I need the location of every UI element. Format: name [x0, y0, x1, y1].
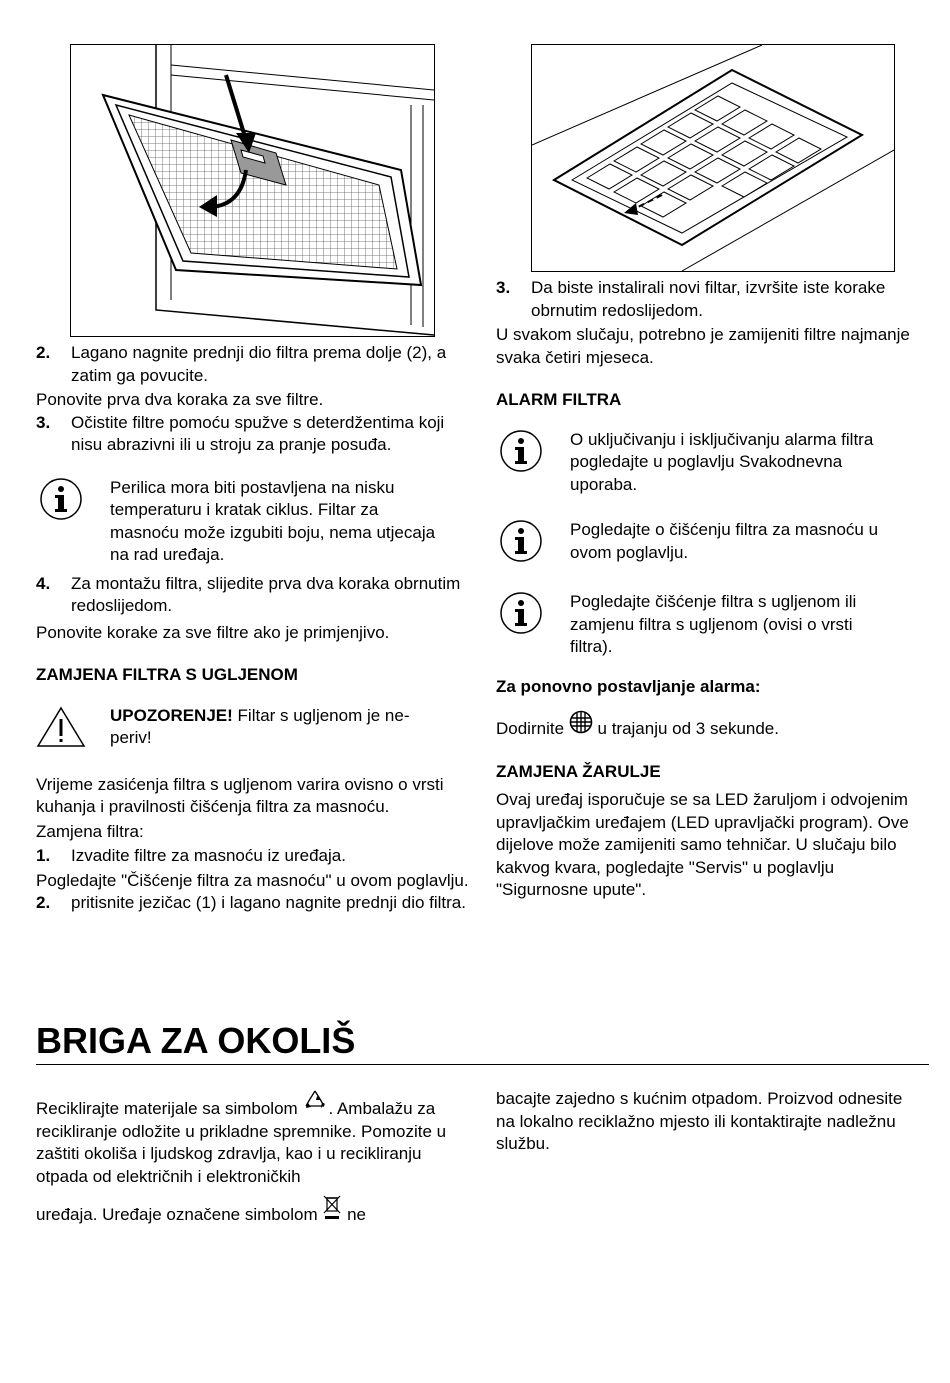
- filter-grid-icon: [569, 710, 593, 734]
- crossed-bin-icon: [322, 1194, 342, 1220]
- step-text: Očistite filtre pomoću spužve s deterdžentima koji nisu abrazivni ili u stroju za pranje posuđa.: [71, 412, 445, 454]
- info-note-text: Perilica mora biti postavljena na nisku temperaturu i kratak ciklus. Filtar za masnoću može izgubiti boju, nema utjecaja na rad uređaja.: [110, 477, 436, 564]
- step-number: 2.: [36, 893, 51, 912]
- title-divider: [36, 1064, 929, 1065]
- right-column: [496, 277, 916, 902]
- env-paragraph-3: bacajte zajedno s kućnim otpadom. Proizvod odnesite na lokalno reciklažno mjesto ili kontaktirajte nadležnu službu.: [496, 1089, 903, 1153]
- info-icon: [499, 591, 543, 635]
- recycle-icon: [302, 1088, 328, 1114]
- step-number: 3.: [36, 412, 51, 432]
- section-heading: ALARM FILTRA: [496, 390, 622, 409]
- bulb-text: Ovaj uređaj isporučuje se sa LED žaruljom i odvojenim upravljačkim uređajem (LED upravljački program). Ove dijelove može zamijeniti samo tehničar. U slučaju bilo kakvog kvara, pogledajte "Servis" u poglavlju "Sigurnosne upute".: [496, 790, 909, 899]
- left-column: [36, 342, 476, 915]
- see-cleaning-text: Pogledajte "Čišćenje filtra za masnoću" u ovom poglavlju.: [36, 870, 469, 890]
- info-note: [496, 591, 916, 659]
- step-text: Izvadite filtre za masnoću iz uređaja.: [71, 846, 346, 865]
- info-note: [496, 429, 916, 497]
- warning-text: Filtar s ugljenom je ne-periv!: [110, 705, 410, 747]
- grease-filter-illustration: [70, 44, 435, 337]
- touch-text-before: Dodirnite: [496, 719, 565, 738]
- step-number: 3.: [496, 278, 511, 297]
- step-4: [36, 573, 476, 618]
- env-paragraph-2: [36, 1194, 474, 1227]
- replace-label: Zamjena filtra:: [36, 821, 144, 841]
- carbon-step-1: [36, 845, 476, 868]
- info-note-text: O uključivanju i isključivanju alarma filtra pogledajte u poglavlju Svakodnevna uporaba.: [570, 429, 874, 494]
- env-text: uređaja. Uređaje označene simbolom: [36, 1205, 318, 1224]
- repeat-text: Ponovite korake za sve filtre ako je primjenjivo.: [36, 622, 390, 642]
- warning-label: UPOZORENJE!: [110, 705, 233, 725]
- grease-filter-drawing: [71, 45, 434, 336]
- env-paragraph-1: [36, 1088, 474, 1188]
- info-note: [36, 477, 476, 567]
- section-heading: ZAMJENA FILTRA S UGLJENOM: [36, 665, 298, 684]
- warning-note: [36, 705, 476, 750]
- info-note-text: Pogledajte o čišćenju filtra za masnoću u ovom poglavlju.: [570, 520, 879, 562]
- step-text: Za montažu filtra, slijedite prva dva koraka obrnutim redoslijedom.: [71, 573, 461, 615]
- step-number: 4.: [36, 573, 51, 593]
- step-text: pritisnite jezičac (1) i lagano nagnite prednji dio filtra.: [71, 893, 466, 912]
- reset-alarm-text: [496, 710, 916, 741]
- env-right-column: [496, 1088, 906, 1156]
- step-2: [36, 342, 476, 387]
- section-heading: ZAMJENA ŽARULJE: [496, 761, 661, 781]
- warning-triangle-icon: [36, 705, 86, 749]
- repeat-text: Ponovite prva dva koraka za sve filtre.: [36, 390, 324, 409]
- step-number: 2.: [36, 343, 51, 362]
- info-note-text: Pogledajte čišćenje filtra s ugljenom ili zamjenu filtra s ugljenom (ovisi o vrsti filtra).: [570, 592, 857, 656]
- step-text: Lagano nagnite prednji dio filtra prema dolje (2), a zatim ga povucite.: [71, 343, 447, 385]
- step-number: 1.: [36, 846, 51, 865]
- reset-alarm-heading: Za ponovno postavljanje alarma:: [496, 676, 761, 696]
- env-left-column: [36, 1088, 474, 1227]
- step-3: [36, 412, 476, 457]
- saturation-text: Vrijeme zasićenja filtra s ugljenom varira ovisno o vrsti kuhanja i pravilnosti čišćenja filtra za masnoću.: [36, 774, 444, 816]
- carbon-step-2: [36, 892, 476, 915]
- info-icon: [39, 477, 83, 521]
- info-note: [496, 519, 916, 565]
- page-title: BRIGA ZA OKOLIŠ: [36, 1020, 356, 1061]
- env-text: ne: [347, 1205, 366, 1224]
- env-text: Reciklirajte materijale sa simbolom: [36, 1099, 298, 1118]
- touch-text-after: u trajanju od 3 sekunde.: [597, 719, 779, 738]
- info-icon: [499, 429, 543, 473]
- replace-frequency-text: U svakom slučaju, potrebno je zamijeniti filtre najmanje svaka četiri mjeseca.: [496, 325, 910, 367]
- info-icon: [499, 519, 543, 563]
- carbon-filter-illustration: [531, 44, 895, 272]
- step-text: Da biste instalirali novi filtar, izvršite iste korake obrnutim redoslijedom.: [531, 278, 886, 320]
- step-3: [496, 277, 916, 322]
- env-text: . Ambalažu za recikliranje odložite u prikladne spremnike. Pomozite u zaštiti okoliša i ljudskog zdravlja, kao i u recikliranju otpada od električnih i elektroničkih: [36, 1099, 447, 1186]
- carbon-filter-drawing: [532, 45, 894, 271]
- warning-text-block: [110, 705, 440, 750]
